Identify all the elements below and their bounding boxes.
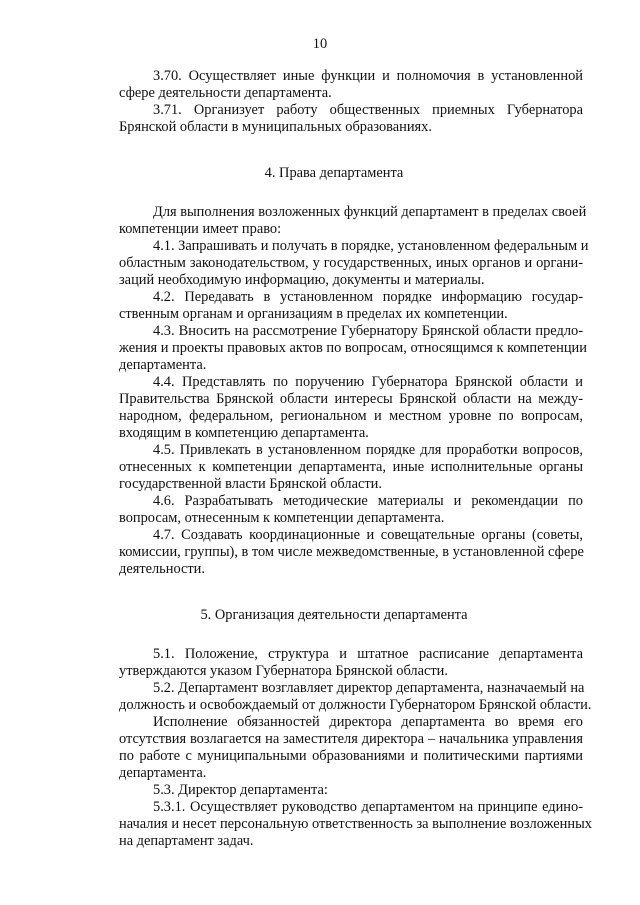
paragraph-line: комиссии, группы), в том числе межведомственные, в установленной сфере bbox=[119, 544, 584, 560]
paragraph-line: началия и несет персональную ответственность за выполнение возложенных bbox=[119, 816, 592, 832]
paragraph-line: народном, федеральном, региональном и местном уровне по вопросам, bbox=[119, 408, 583, 424]
paragraph-line: 5.3.1. Осуществляет руководство департаментом на принципе едино- bbox=[153, 799, 583, 815]
paragraph bbox=[85, 442, 583, 493]
paragraph bbox=[85, 102, 583, 136]
paragraph-line: вопросам, отнесенным к компетенции департамента. bbox=[119, 510, 445, 526]
paragraph-line: сфере деятельности департамента. bbox=[119, 85, 332, 101]
paragraph-line: государственной власти Брянской области. bbox=[119, 476, 382, 492]
paragraph bbox=[85, 238, 589, 289]
paragraph bbox=[85, 714, 583, 782]
paragraph-line: 4.4. Представлять по поручению Губернатора Брянской области и bbox=[153, 374, 583, 390]
section-4-body bbox=[85, 204, 589, 578]
paragraph bbox=[85, 646, 583, 680]
paragraph-line: департамента. bbox=[119, 357, 207, 373]
paragraph bbox=[85, 527, 583, 578]
paragraph-line: 5.1. Положение, структура и штатное расписание департамента bbox=[153, 646, 583, 662]
paragraph-line: жения и проекты правовых актов по вопросам, относящимся к компетенции bbox=[119, 340, 587, 356]
paragraph-line: Для выполнения возложенных функций департамент в пределах своей bbox=[153, 204, 587, 220]
paragraph-line: ственным органам и организациям в пределах их компетенции. bbox=[119, 306, 508, 322]
paragraph bbox=[85, 493, 583, 527]
paragraph-line: областным законодательством, у государственных, иных органов и органи- bbox=[119, 255, 583, 271]
paragraph bbox=[85, 323, 587, 374]
paragraph-line: по работе с муниципальными образованиями и политическими партиями bbox=[119, 748, 583, 764]
paragraph-line: 4.5. Привлекать в установленном порядке для проработки вопросов, bbox=[153, 442, 583, 458]
page-number: 10 bbox=[312, 36, 328, 52]
section-5-body bbox=[85, 646, 592, 850]
paragraph-line: 4.3. Вносить на рассмотрение Губернатору Брянской области предло- bbox=[153, 323, 583, 339]
paragraph-line: отнесенных к компетенции департамента, иные исполнительные органы bbox=[119, 459, 583, 475]
paragraph-line: Исполнение обязанностей директора департамента во время его bbox=[153, 714, 583, 730]
paragraph bbox=[85, 680, 592, 714]
paragraph-line: 4.7. Создавать координационные и совещательные органы (советы, bbox=[153, 527, 583, 543]
section-4-heading: 4. Права департамента bbox=[264, 165, 404, 181]
section-5-heading: 5. Организация деятельности департамента bbox=[200, 607, 468, 623]
paragraph-line: 4.1. Запрашивать и получать в порядке, установленном федеральным и bbox=[153, 238, 589, 254]
paragraph-line: 5.3. Директор департамента: bbox=[153, 782, 328, 798]
paragraph-line: отсутствия возлагается на заместителя директора – начальника управления bbox=[119, 731, 583, 747]
paragraph bbox=[85, 782, 583, 799]
paragraph bbox=[85, 799, 592, 850]
paragraph-line: должность и освобождаемый от должности Губернатором Брянской области. bbox=[119, 697, 592, 713]
paragraph-line: Правительства Брянской области интересы Брянской области на между- bbox=[119, 391, 583, 407]
paragraph-line: деятельности. bbox=[119, 561, 205, 577]
paragraph bbox=[85, 374, 583, 442]
paragraph-line: утверждаются указом Губернатора Брянской области. bbox=[119, 663, 448, 679]
paragraph bbox=[85, 68, 583, 102]
paragraph-line: компетенции имеет право: bbox=[119, 221, 282, 237]
paragraph-line: 4.2. Передавать в установленном порядке информацию государ- bbox=[153, 289, 583, 305]
paragraph-line: 3.70. Осуществляет иные функции и полномочия в установленной bbox=[153, 68, 583, 84]
section-3-tail bbox=[85, 68, 583, 136]
document-body bbox=[85, 68, 592, 850]
paragraph-line: 3.71. Организует работу общественных приемных Губернатора bbox=[153, 102, 583, 118]
paragraph-line: 5.2. Департамент возглавляет директор департамента, назначаемый на bbox=[153, 680, 585, 696]
paragraph-line: 4.6. Разрабатывать методические материалы и рекомендации по bbox=[153, 493, 583, 509]
paragraph bbox=[85, 289, 583, 323]
paragraph bbox=[85, 204, 587, 238]
paragraph-line: Брянской области в муниципальных образованиях. bbox=[119, 119, 432, 135]
paragraph-line: входящим в компетенцию департамента. bbox=[119, 425, 369, 441]
paragraph-line: на департамент задач. bbox=[119, 833, 254, 849]
paragraph-line: департамента. bbox=[119, 765, 207, 781]
paragraph-line: заций необходимую информацию, документы и материалы. bbox=[119, 272, 485, 288]
